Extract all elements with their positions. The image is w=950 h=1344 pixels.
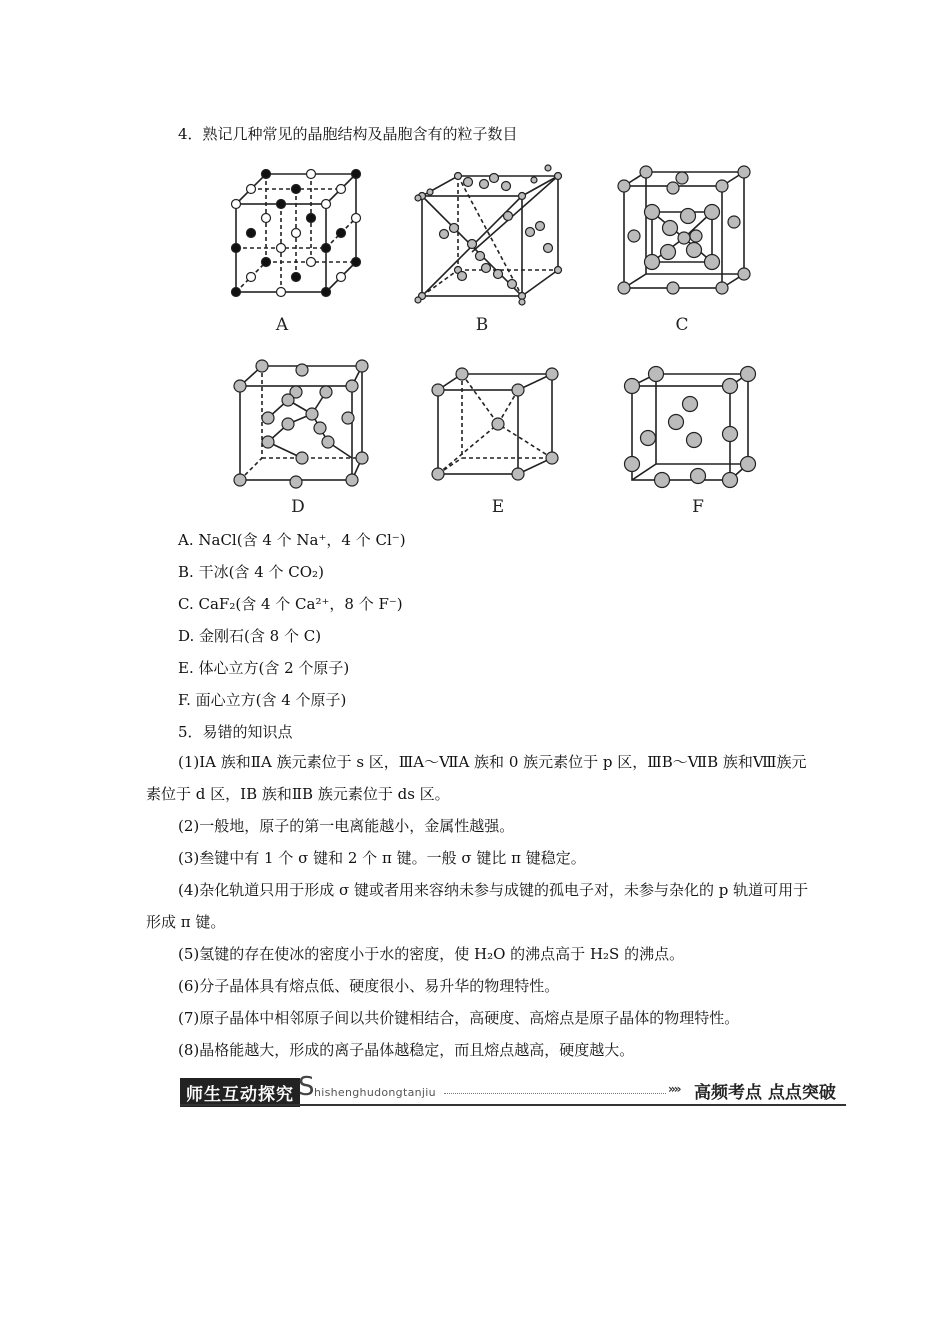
point-3: (3)叁键中有 1 个 σ 键和 2 个 π 键。一般 σ 键比 π 键稳定。 xyxy=(178,849,586,867)
option-text: 体心立方(含 2 个原子) xyxy=(198,659,350,677)
double-chevron-right-icon: »» xyxy=(668,1082,680,1096)
point-8: (8)晶格能越大，形成的离子晶体越稳定，而且熔点越高，硬度越大。 xyxy=(178,1041,635,1059)
section5-heading: 5．易错的知识点 xyxy=(178,723,293,741)
option-text: 面心立方(含 4 个原子) xyxy=(195,691,347,709)
option-letter: F. xyxy=(178,691,191,709)
banner-initial: S xyxy=(298,1072,315,1102)
cell-d-atoms xyxy=(234,360,368,488)
option-c xyxy=(178,594,403,614)
option-d xyxy=(178,626,321,646)
option-letter: A. xyxy=(178,531,194,549)
banner-pinyin: hishenghudongtanjiu xyxy=(314,1086,436,1099)
option-text: 金刚石(含 8 个 C) xyxy=(199,627,322,645)
point-5: (5)氢键的存在使冰的密度小于水的密度，使 H₂O 的沸点高于 H₂S 的沸点。 xyxy=(178,945,685,963)
option-b xyxy=(178,562,324,582)
cell-label-f: F xyxy=(692,497,704,517)
section-banner xyxy=(180,1072,846,1106)
cell-label-b: B xyxy=(475,315,489,335)
point-6: (6)分子晶体具有熔点低、硬度很小、易升华的物理特性。 xyxy=(178,977,560,995)
option-letter: D. xyxy=(178,627,195,645)
option-letter: B. xyxy=(178,563,194,581)
cell-label-d: D xyxy=(291,497,305,517)
cell-label-e: E xyxy=(491,497,505,517)
cell-f-atoms xyxy=(625,367,756,488)
point-2: (2)一般地，原子的第一电离能越小，金属性越强。 xyxy=(178,817,515,835)
cell-a-atoms xyxy=(232,170,361,297)
point-7: (7)原子晶体中相邻原子间以共价键相结合，高硬度、高熔点是原子晶体的物理特性。 xyxy=(178,1009,740,1027)
cell-label-c: C xyxy=(675,315,689,335)
banner-title: 师生互动探究 xyxy=(180,1078,300,1107)
crystal-cells-figure xyxy=(222,152,762,518)
banner-dotted-rule xyxy=(444,1093,666,1094)
option-e xyxy=(178,658,349,678)
section4-heading: 4．熟记几种常见的晶胞结构及晶胞含有的粒子数目 xyxy=(178,125,518,143)
point-1: (1)ⅠA 族和ⅡA 族元素位于 s 区，ⅢA～ⅦA 族和 0 族元素位于 p 区，ⅢB～ⅦB 族和Ⅷ族元素位于 d 区，ⅠB 族和ⅡB 族元素位于 ds 区。 xyxy=(146,753,807,803)
option-text: NaCl(含 4 个 Na⁺，4 个 Cl⁻) xyxy=(198,531,406,549)
option-text: CaF₂(含 4 个 Ca²⁺，8 个 F⁻) xyxy=(198,595,403,613)
option-text: 干冰(含 4 个 CO₂) xyxy=(198,563,324,581)
option-a xyxy=(178,530,406,550)
banner-subtitle: 高频考点 点点突破 xyxy=(694,1083,836,1103)
option-letter: C. xyxy=(178,595,194,613)
banner-underline xyxy=(180,1104,846,1106)
option-f xyxy=(178,690,346,710)
option-letter: E. xyxy=(178,659,194,677)
point-4: (4)杂化轨道只用于形成 σ 键或者用来容纳未参与成键的孤电子对，未参与杂化的 p 轨道可用于形成 π 键。 xyxy=(146,881,809,931)
cell-label-a: A xyxy=(275,315,289,335)
